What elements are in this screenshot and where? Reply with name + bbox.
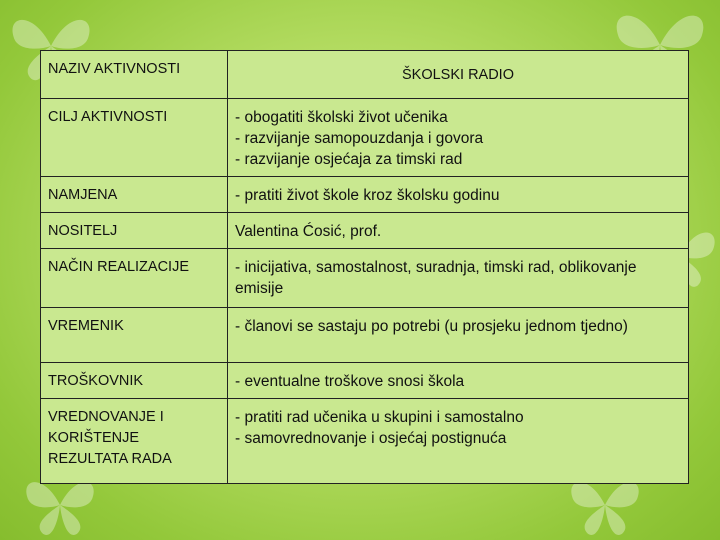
value-line: Valentina Ćosić, prof. — [235, 223, 382, 240]
row-value — [228, 363, 689, 399]
value-line: - eventualne troškove snosi škola — [235, 373, 465, 390]
row-label: VREDNOVANJE I KORIŠTENJE REZULTATA RADA — [41, 399, 228, 484]
row-value — [228, 308, 689, 363]
row-value — [228, 249, 689, 308]
row-label: CILJ AKTIVNOSTI — [41, 99, 228, 177]
value-line: - inicijativa, samostalnost, suradnja, timski rad, oblikovanje emisije — [235, 259, 637, 297]
value-line: - razvijanje osjećaja za timski rad — [235, 151, 463, 168]
table-row — [41, 51, 689, 99]
row-value — [228, 99, 689, 177]
table-row — [41, 99, 689, 177]
row-label: NOSITELJ — [41, 213, 228, 249]
value-line: - razvijanje samopouzdanja i govora — [235, 130, 484, 147]
table-row — [41, 177, 689, 213]
value-line: - pratiti život škole kroz školsku godinu — [235, 187, 500, 204]
row-label: TROŠKOVNIK — [41, 363, 228, 399]
table-row — [41, 213, 689, 249]
activity-table — [40, 50, 689, 484]
row-value — [228, 177, 689, 213]
table-row — [41, 363, 689, 399]
value-line: - članovi se sastaju po potrebi (u prosjeku jednom tjedno) — [235, 318, 628, 335]
row-label: VREMENIK — [41, 308, 228, 363]
value-line: - pratiti rad učenika u skupini i samostalno — [235, 409, 524, 426]
table-row — [41, 249, 689, 308]
value-line: - samovrednovanje i osjećaj postignuća — [235, 430, 507, 447]
table-row — [41, 399, 689, 484]
value-line: - obogatiti školski život učenika — [235, 109, 448, 126]
row-label: NAZIV AKTIVNOSTI — [41, 51, 228, 99]
row-value — [228, 399, 689, 484]
row-label: NAMJENA — [41, 177, 228, 213]
table-row — [41, 308, 689, 363]
row-value — [228, 213, 689, 249]
row-label: NAČIN REALIZACIJE — [41, 249, 228, 308]
activity-title: ŠKOLSKI RADIO — [228, 51, 689, 99]
